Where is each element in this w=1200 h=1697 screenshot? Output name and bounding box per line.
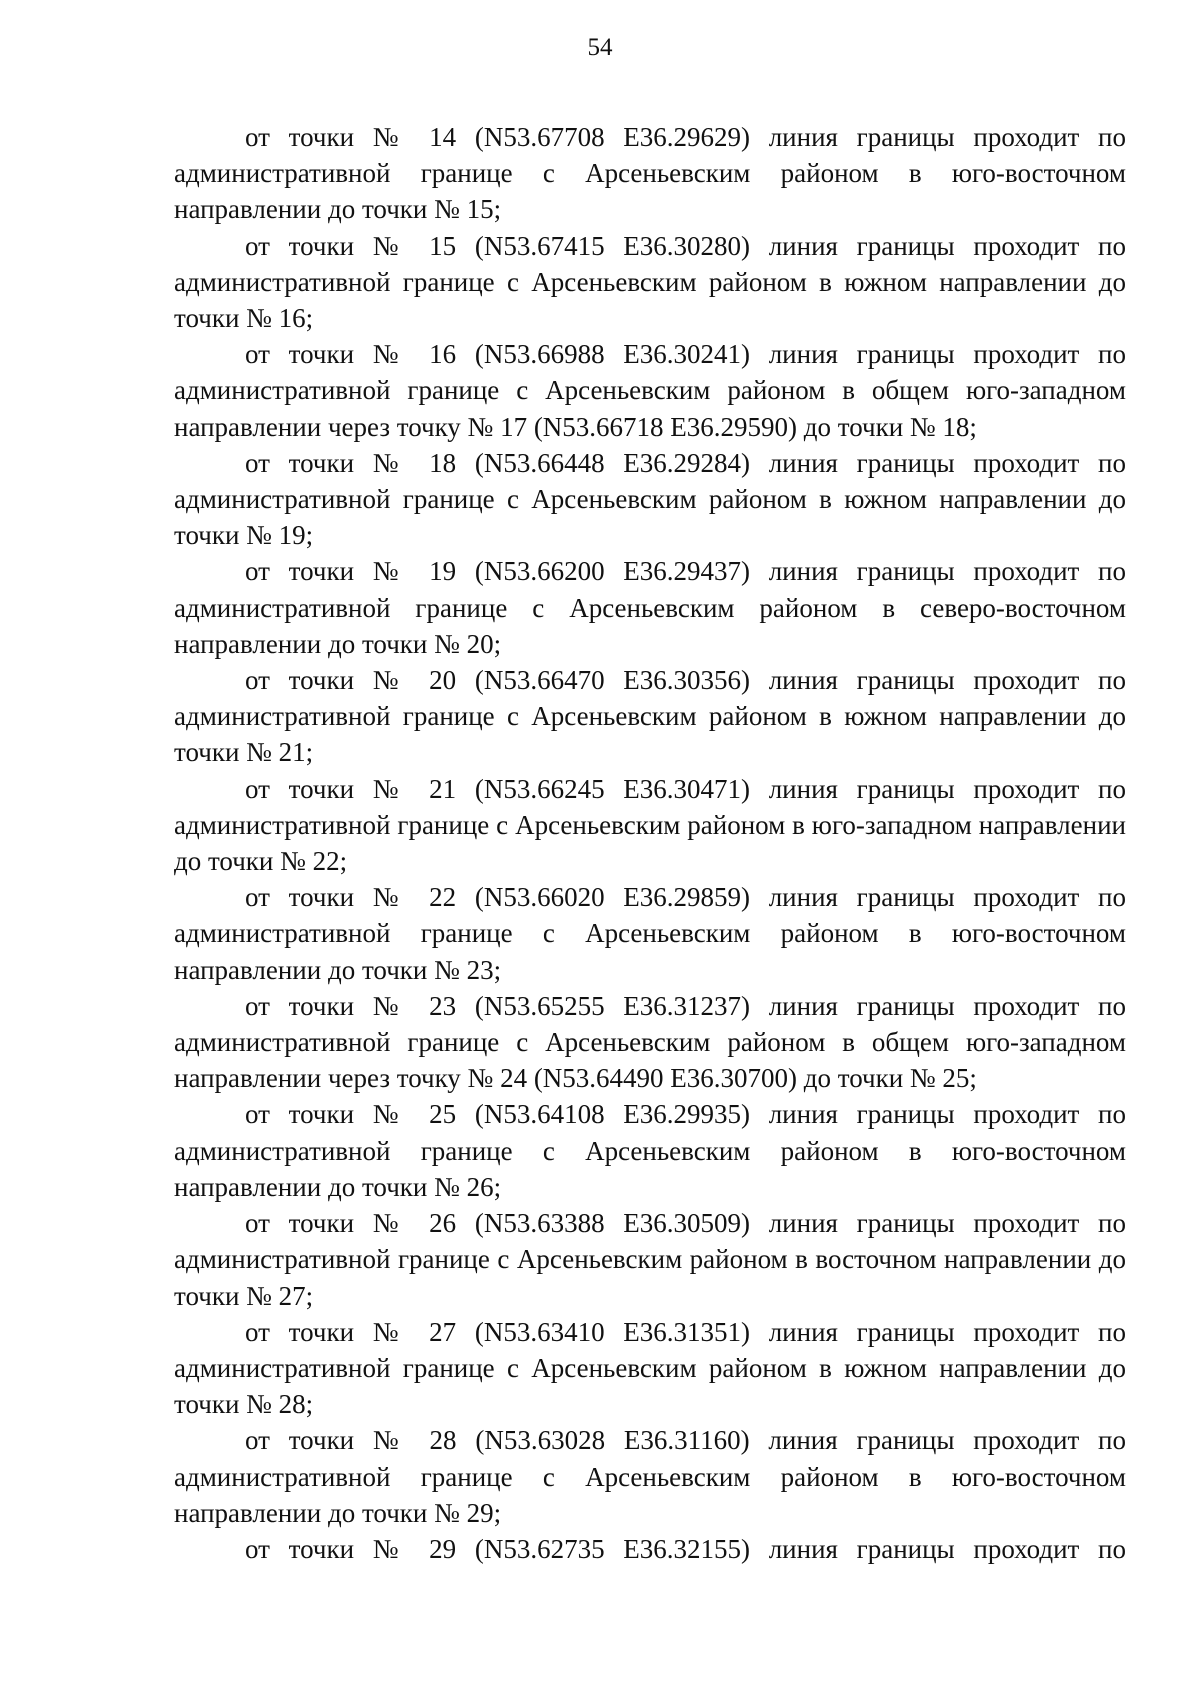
- paragraph-point-18: от точки № 18 (N53.66448 E36.29284) линия границы проходит по административной границе с Арсеньевским районом в южном направлении до точки № 19;: [174, 447, 1126, 551]
- paragraph-point-26: от точки № 26 (N53.63388 E36.30509) линия границы проходит по административной границе с Арсеньевским районом в восточном направлении до точки № 27;: [174, 1208, 1126, 1311]
- paragraph-point-29: от точки № 29 (N53.62735 E36.32155) линия границы проходит по: [245, 1533, 1126, 1564]
- paragraph-point-15: от точки № 15 (N53.67415 E36.30280) линия границы проходит по административной границе с Арсеньевским районом в южном направлении до точки № 16;: [174, 230, 1126, 334]
- paragraph-point-27: от точки № 27 (N53.63410 E36.31351) линия границы проходит по административной границе с Арсеньевским районом в южном направлении до точки № 28;: [174, 1316, 1126, 1420]
- paragraph-point-14: от точки № 14 (N53.67708 E36.29629) линия границы проходит по административной границе с Арсеньевским районом в юго-восточном направлении до точки № 15;: [174, 122, 1126, 225]
- paragraph-point-23: от точки № 23 (N53.65255 E36.31237) линия границы проходит по административной границе с Арсеньевским районом в общем юго-западном направлении через точку № 24 (N53.64490 E36.30700) до точки № 25;: [174, 990, 1126, 1094]
- paragraph-point-16: от точки № 16 (N53.66988 E36.30241) линия границы проходит по административной границе с Арсеньевским районом в общем юго-западном направлении через точку № 17 (N53.66718 E36.29590) до точки № 18;: [174, 339, 1126, 442]
- paragraph-point-21: от точки № 21 (N53.66245 E36.30471) линия границы проходит по административной границе с Арсеньевским районом в юго-западном направлении до точки № 22;: [174, 773, 1126, 877]
- paragraph-point-22: от точки № 22 (N53.66020 E36.29859) линия границы проходит по административной границе с Арсеньевским районом в юго-восточном направлении до точки № 23;: [174, 882, 1126, 985]
- paragraph-point-19: от точки № 19 (N53.66200 E36.29437) линия границы проходит по административной границе с Арсеньевским районом в северо-восточном направлении до точки № 20;: [174, 556, 1126, 659]
- paragraph-point-28: от точки № 28 (N53.63028 E36.31160) линия границы проходит по административной границе с Арсеньевским районом в юго-восточном направлении до точки № 29;: [174, 1425, 1126, 1528]
- paragraph-point-20: от точки № 20 (N53.66470 E36.30356) линия границы проходит по административной границе с Арсеньевским районом в южном направлении до точки № 21;: [174, 665, 1126, 768]
- page-number: 54: [587, 34, 613, 61]
- paragraph-point-25: от точки № 25 (N53.64108 E36.29935) линия границы проходит по административной границе с Арсеньевским районом в юго-восточном направлении до точки № 26;: [174, 1099, 1126, 1202]
- document-body: [174, 119, 1126, 1567]
